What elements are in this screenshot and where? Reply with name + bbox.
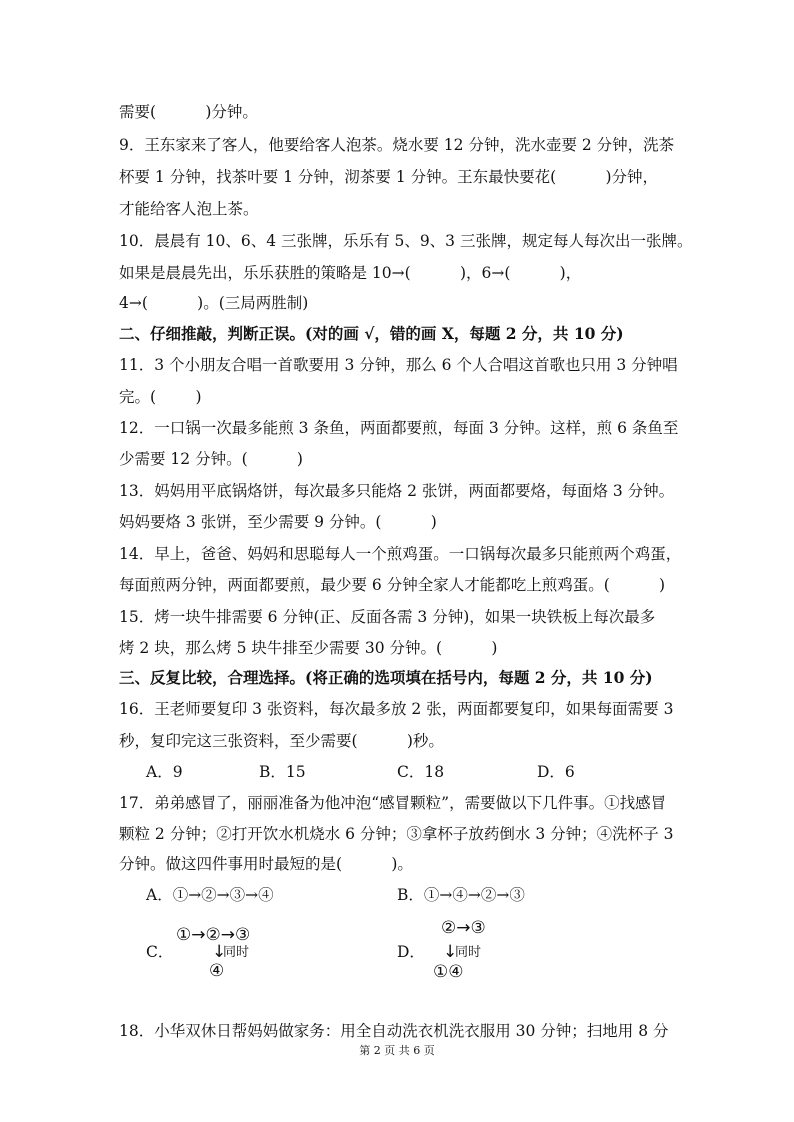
section-3-heading: 三、反复比较，合理选择。(将正确的选项填在括号内，每题 2 分，共 10 分)	[119, 668, 653, 687]
q9-line-1: 9．王东家来了客人，他要给客人泡茶。烧水要 12 分钟，洗水壶要 2 分钟，洗茶	[119, 136, 675, 154]
q16-option-d: D．6	[537, 763, 575, 781]
q16-option-a: A．9	[146, 763, 183, 781]
q10-line-2: 如果是晨晨先出，乐乐获胜的策略是 10→( )，6→( )，	[119, 264, 582, 282]
q17-line-2: 颗粒 2 分钟；②打开饮水机烧水 6 分钟；③拿杯子放药倒水 3 分钟；④洗杯子 3	[119, 825, 674, 843]
page-footer: 第 2 页 共 6 页	[359, 1044, 435, 1057]
q17-option-c-bottom: ④	[209, 961, 225, 981]
q17-option-d-label: D．	[397, 943, 425, 961]
q10-line-3: 4→( )。(三局两胜制)	[119, 294, 309, 312]
down-arrow-icon: ↓	[212, 942, 227, 962]
q11-line-2: 完。( )	[119, 388, 202, 406]
q17-option-c-label: C．	[146, 943, 174, 961]
q12-line-1: 12．一口锅一次最多能煎 3 条鱼，两面都要煎，每面 3 分钟。这样，煎 6 条鱼至	[119, 419, 679, 437]
q14-line-1: 14．早上，爸爸、妈妈和思聪每人一个煎鸡蛋。一口锅每次最多只能煎两个鸡蛋，	[119, 545, 682, 563]
q11-line-1: 11．3 个小朋友合唱一首歌要用 3 分钟，那么 6 个人合唱这首歌也只用 3 分钟唱	[119, 356, 678, 374]
q14-line-2: 每面煎两分钟，两面都要煎，最少要 6 分钟全家人才能都吃上煎鸡蛋。( )	[119, 576, 666, 594]
q9-line-2: 杯要 1 分钟，找茶叶要 1 分钟，沏茶要 1 分钟。王东最快要花( )分钟，	[119, 168, 659, 186]
q16-option-b: B．15	[259, 763, 306, 781]
q17-line-3: 分钟。做这四件事用时最短的是( )。	[119, 855, 413, 873]
q8-tail: 需要( )分钟。	[119, 103, 258, 121]
q16-line-1: 16．王老师要复印 3 张资料，每次最多放 2 张，两面都要复印，如果每面需要 3	[119, 700, 674, 718]
q17-option-d-note: 同时	[455, 945, 482, 960]
q17-line-1: 17．弟弟感冒了，丽丽准备为他冲泡“感冒颗粒”，需要做以下几件事。①找感冒	[119, 794, 667, 812]
q17-option-c-note: 同时	[223, 945, 250, 960]
q17-option-d-top: ②→③	[441, 918, 486, 938]
down-arrow-icon: ↓	[443, 942, 458, 962]
q15-line-1: 15．烤一块牛排需要 6 分钟(正、反面各需 3 分钟)，如果一块铁板上每次最多	[119, 608, 656, 626]
q17-option-b: B．①→④→②→③	[397, 886, 525, 904]
q16-line-2: 秒，复印完这三张资料，至少需要( )秒。	[119, 732, 444, 750]
section-2-heading: 二、仔细推敲，判断正误。(对的画 √，错的画 X，每题 2 分，共 10 分)	[119, 324, 624, 343]
q13-line-1: 13．妈妈用平底锅烙饼，每次最多只能烙 2 张饼，两面都要烙，每面烙 3 分钟。	[119, 482, 675, 500]
q17-option-a: A．①→②→③→④	[146, 886, 274, 904]
q16-option-c: C．18	[397, 763, 445, 781]
q9-line-3: 才能给客人泡上茶。	[119, 200, 259, 218]
q17-option-d-bottom: ①④	[433, 962, 464, 982]
q17-option-c-top: ①→②→③	[176, 925, 251, 945]
q10-line-1: 10．晨晨有 10、6、4 三张牌，乐乐有 5、9、3 三张牌，规定每人每次出一张牌。	[119, 232, 693, 250]
q12-line-2: 少需要 12 分钟。( )	[119, 450, 303, 468]
q13-line-2: 妈妈要烙 3 张饼，至少需要 9 分钟。( )	[119, 513, 437, 531]
q18-line-1: 18．小华双休日帮妈妈做家务：用全自动洗衣机洗衣服用 30 分钟；扫地用 8 分	[119, 1022, 669, 1040]
q15-line-2: 烤 2 块，那么烤 5 块牛排至少需要 30 分钟。( )	[119, 639, 498, 657]
